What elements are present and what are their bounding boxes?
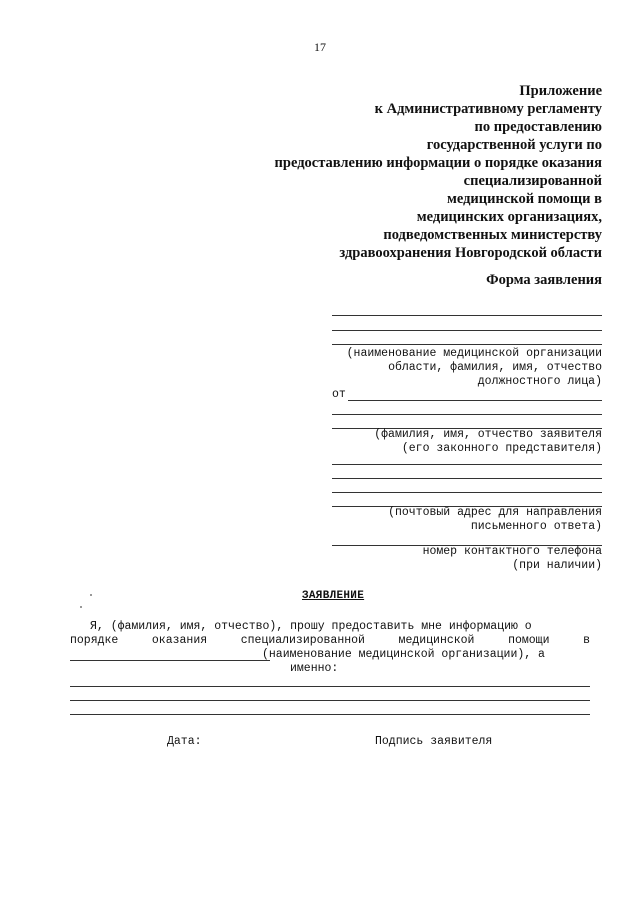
request-blank-line — [70, 686, 590, 687]
statement-title: ЗАЯВЛЕНИЕ — [302, 590, 365, 602]
statement-word: медицинской — [398, 634, 475, 647]
appendix-header-line: медицинских организациях, — [416, 209, 602, 225]
statement-line: именно: — [290, 662, 339, 675]
appendix-header-line: медицинской помощи в — [446, 191, 602, 207]
appendix-header-line: специализированной — [463, 173, 602, 189]
applicant-hint: (фамилия, имя, отчество заявителя — [374, 428, 602, 441]
statement-word: специализированной — [240, 634, 365, 647]
address-blank-line — [332, 478, 602, 479]
address-hint: (почтовый адрес для направления — [388, 506, 602, 519]
recipient-hint: области, фамилия, имя, отчество — [388, 361, 602, 374]
from-label: от — [332, 388, 346, 401]
signature-label: Подпись заявителя — [375, 735, 493, 748]
phone-hint: (при наличии) — [512, 559, 602, 572]
appendix-header-line: по предоставлению — [474, 119, 602, 135]
recipient-blank-line — [332, 315, 602, 316]
statement-word: порядке — [70, 634, 119, 647]
appendix-header — [222, 82, 602, 262]
statement-line: Я, (фамилия, имя, отчество), прошу предоставить мне информацию о — [90, 620, 532, 633]
appendix-header-line: подведомственных министерству — [383, 227, 602, 243]
statement-word: помощи — [508, 634, 550, 647]
date-label: Дата: — [167, 735, 202, 748]
recipient-hint: (наименование медицинской организации — [346, 347, 602, 360]
appendix-header-line: здравоохранения Новгородской области — [339, 245, 602, 261]
applicant-hint: (его законного представителя) — [401, 442, 602, 455]
page-number: 17 — [314, 40, 326, 54]
applicant-blank-line — [348, 400, 602, 401]
scan-artifact — [90, 594, 92, 596]
phone-hint: номер контактного телефона — [422, 545, 602, 558]
request-blank-line — [70, 714, 590, 715]
recipient-blank-line — [332, 344, 602, 345]
form-title: Форма заявления — [486, 272, 602, 288]
address-blank-line — [332, 464, 602, 465]
organization-blank-line — [70, 660, 270, 661]
appendix-header-line: Приложение — [519, 83, 602, 99]
appendix-header-line: предоставлению информации о порядке оказания — [274, 155, 602, 171]
recipient-hint: должностного лица) — [477, 375, 602, 388]
scan-artifact — [80, 606, 82, 608]
appendix-header-line: государственной услуги по — [426, 137, 602, 153]
applicant-blank-line — [332, 414, 602, 415]
address-blank-line — [332, 492, 602, 493]
statement-word: оказания — [151, 634, 208, 647]
organization-hint: (наименование медицинской организации), а — [262, 648, 545, 661]
recipient-blank-line — [332, 330, 602, 331]
request-blank-line — [70, 700, 590, 701]
statement-word: в — [583, 634, 590, 647]
appendix-header-line: к Административному регламенту — [374, 101, 602, 117]
statement-line — [70, 634, 590, 648]
address-hint: письменного ответа) — [470, 520, 602, 533]
